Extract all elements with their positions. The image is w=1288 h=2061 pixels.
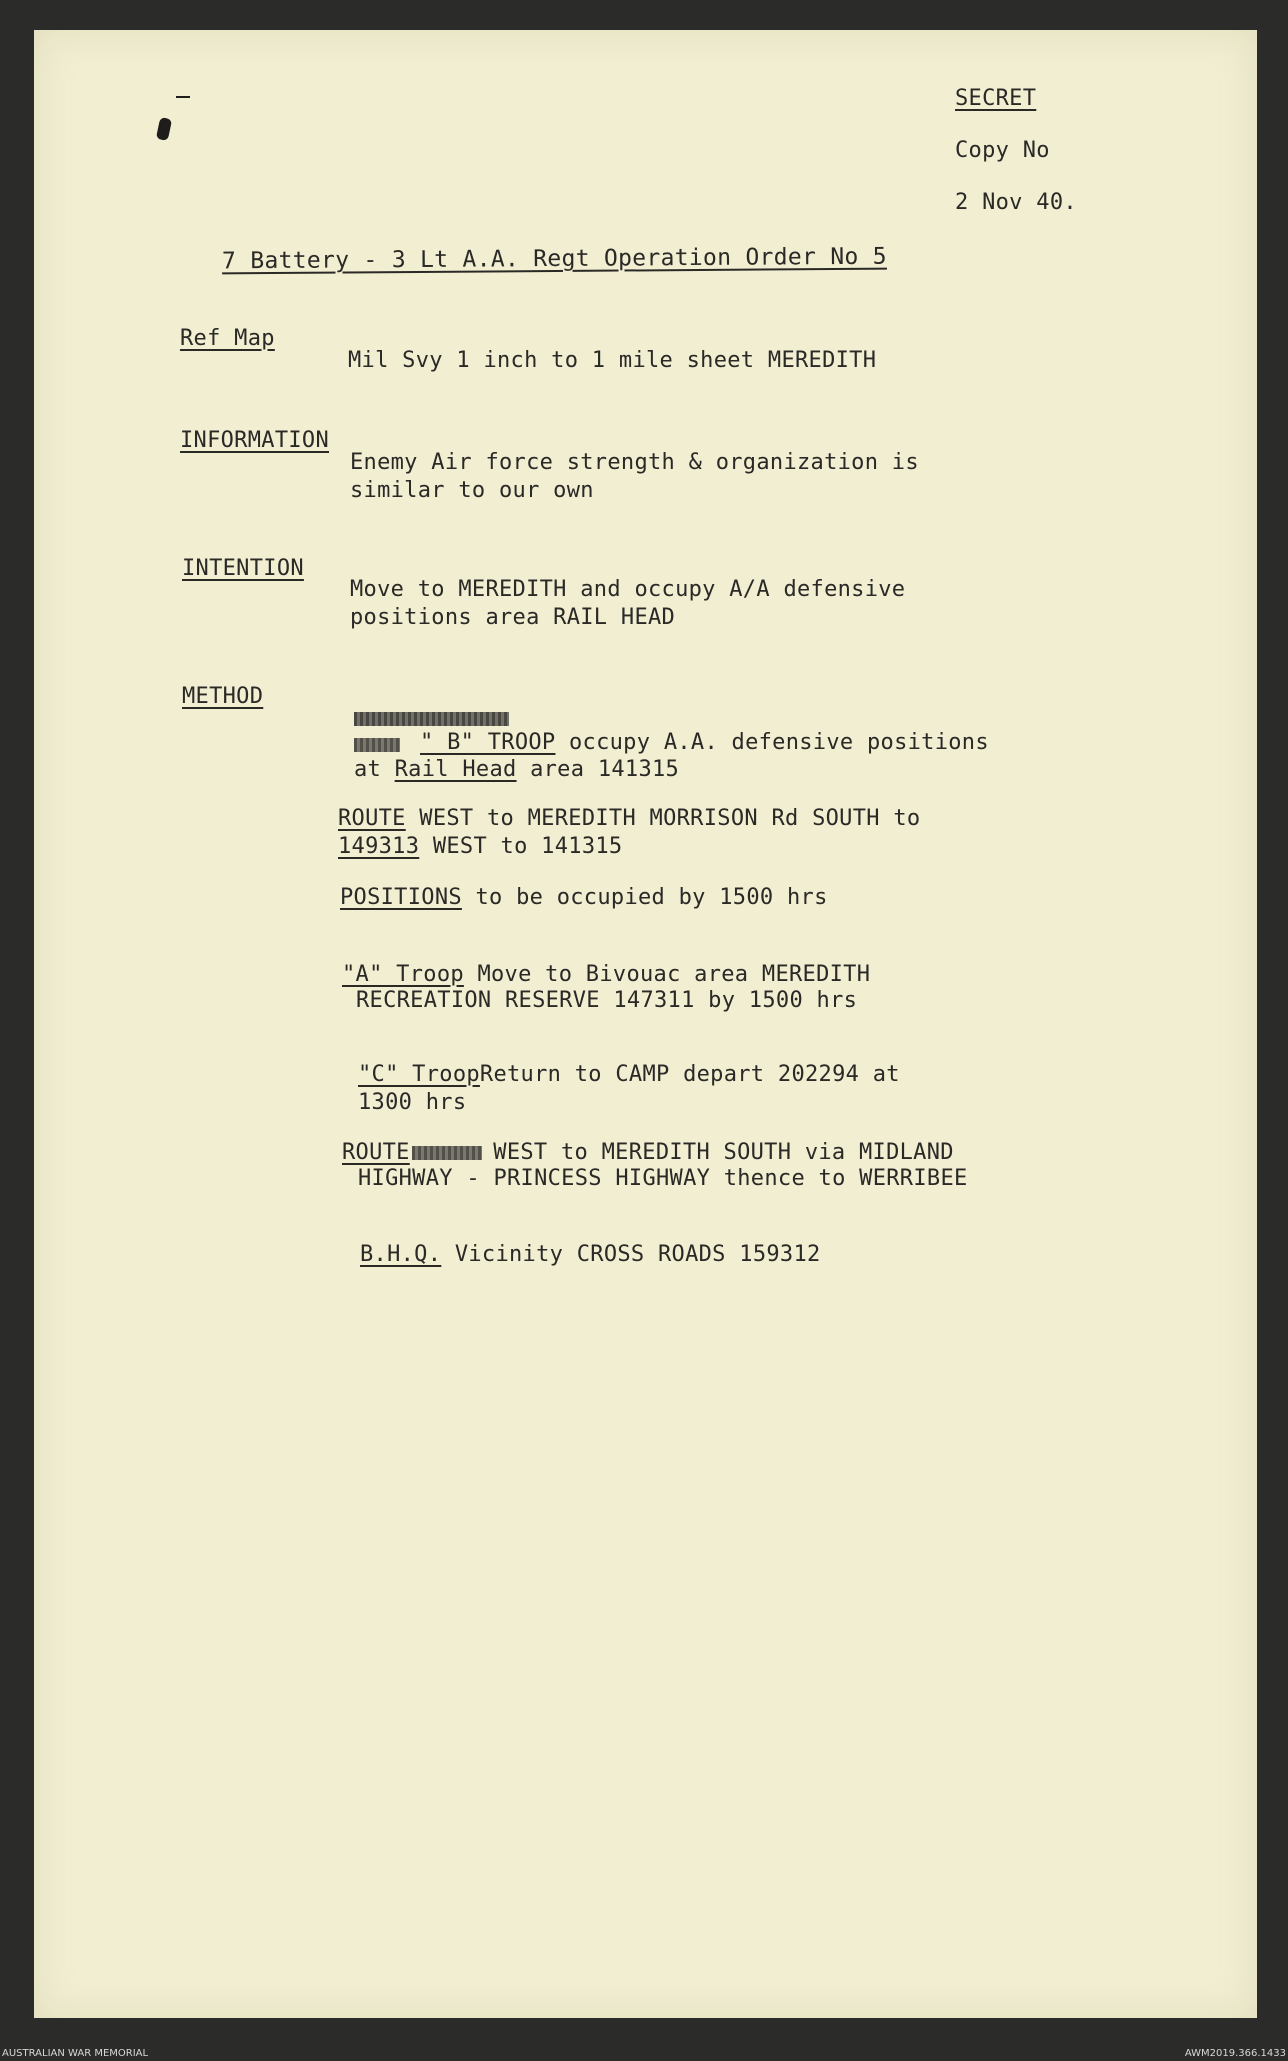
intention-line-2: positions area RAIL HEAD <box>350 605 676 630</box>
c-troop-line-2: 1300 hrs <box>358 1090 467 1115</box>
b-troop-label: " B" TROOP <box>420 730 556 755</box>
route-1-line-1: ROUTE WEST to MEREDITH MORRISON Rd SOUTH to <box>338 806 921 831</box>
c-troop-label: "C" Troop <box>358 1062 480 1087</box>
copy-number: Copy No <box>955 138 1050 163</box>
route-2-line-1: ROUTE WEST to MEREDITH SOUTH via MIDLAND <box>342 1140 954 1165</box>
positions-line: POSITIONS to be occupied by 1500 hrs <box>340 885 828 910</box>
b-troop-line-2: at Rail Head area 141315 <box>354 757 680 782</box>
struck-out-text <box>354 738 400 752</box>
order-date: 2 Nov 40. <box>955 190 1077 215</box>
positions-label: POSITIONS <box>340 885 462 910</box>
footer-right: AWM2019.366.1433 <box>1184 2048 1286 2059</box>
information-heading: INFORMATION <box>180 428 329 453</box>
bhq-line: B.H.Q. Vicinity CROSS ROADS 159312 <box>360 1242 821 1267</box>
a-troop-label: "A" Troop <box>342 962 464 987</box>
intention-heading: INTENTION <box>182 556 304 581</box>
b-troop-line-1: " B" TROOP occupy A.A. defensive positions <box>420 730 989 755</box>
route-1-grid-ref: 149313 <box>338 834 420 859</box>
intention-line-1: Move to MEREDITH and occupy A/A defensive <box>350 577 906 602</box>
route-1-label: ROUTE <box>338 806 406 831</box>
ref-map-heading: Ref Map <box>180 326 275 351</box>
a-troop-line-1: "A" Troop Move to Bivouac area MEREDITH <box>342 962 871 987</box>
route-2-line-2: HIGHWAY - PRINCESS HIGHWAY thence to WERRIBEE <box>358 1166 968 1191</box>
struck-out-text <box>354 712 509 726</box>
bhq-label: B.H.Q. <box>360 1242 442 1267</box>
ink-mark <box>176 96 190 98</box>
route-1-line-2: 149313 WEST to 141315 <box>338 834 623 859</box>
c-troop-line-1: "C" TroopReturn to CAMP depart 202294 at <box>358 1062 900 1087</box>
route-2-label: ROUTE <box>342 1140 410 1165</box>
footer-left: AUSTRALIAN WAR MEMORIAL <box>2 2048 149 2059</box>
information-line-1: Enemy Air force strength & organization is <box>350 450 919 475</box>
page-title: 7 Battery - 3 Lt A.A. Regt Operation Order No 5 <box>221 243 887 275</box>
information-line-2: similar to our own <box>350 478 594 503</box>
classification-label: SECRET <box>955 86 1037 111</box>
a-troop-line-2: RECREATION RESERVE 147311 by 1500 hrs <box>356 988 858 1013</box>
method-heading: METHOD <box>182 684 264 709</box>
rail-head-label: Rail Head <box>394 757 517 782</box>
ref-map-text: Mil Svy 1 inch to 1 mile sheet MEREDITH <box>348 348 877 373</box>
